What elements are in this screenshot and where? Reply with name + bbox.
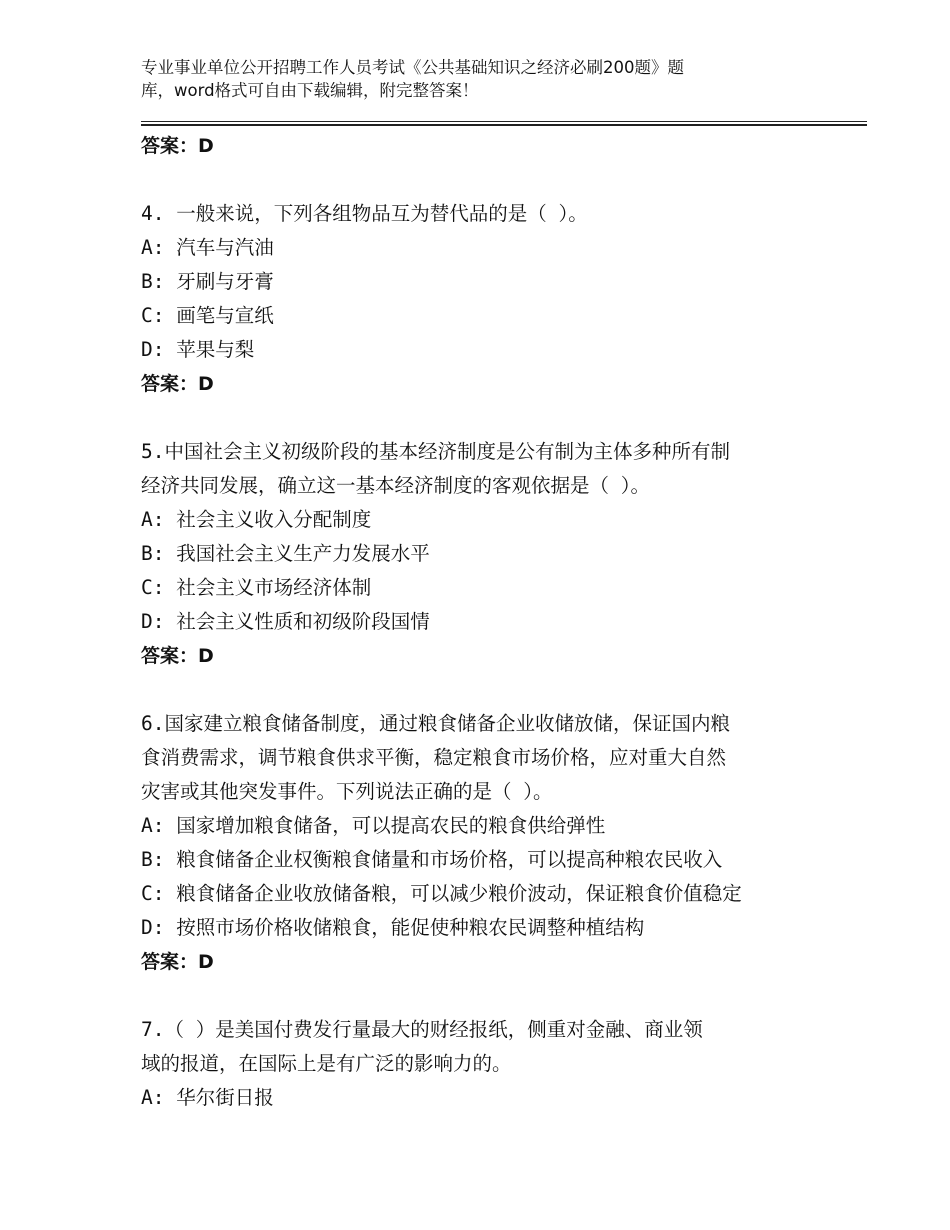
answer: 答案：D <box>141 645 214 667</box>
spacer <box>141 401 821 435</box>
spacer <box>141 979 821 1013</box>
option-b: B: 我国社会主义生产力发展水平 <box>141 542 430 565</box>
option-a: A: 华尔街日报 <box>141 1086 274 1109</box>
header-title-line-2: 库，word格式可自由下载编辑，附完整答案！ <box>141 81 479 100</box>
option-d: D: 苹果与梨 <box>141 338 255 361</box>
option-d: D: 按照市场价格收储粮食，能促使种粮农民调整种植结构 <box>141 916 645 939</box>
option-a: A: 汽车与汽油 <box>141 236 274 259</box>
answer: 答案：D <box>141 951 214 973</box>
question-stem-line-2: 域的报道，在国际上是有广泛的影响力的。 <box>141 1052 512 1075</box>
question-stem-line-2: 经济共同发展，确立这一基本经济制度的客观依据是（ ）。 <box>141 474 650 497</box>
option-b: B: 粮食储备企业权衡粮食储量和市场价格，可以提高种粮农民收入 <box>141 848 723 871</box>
question-stem-line-3: 灾害或其他突发事件。下列说法正确的是（ ）。 <box>141 780 553 803</box>
question-4 <box>141 197 821 401</box>
header-rule-thick <box>141 124 867 126</box>
option-b: B: 牙刷与牙膏 <box>141 270 274 293</box>
option-c: C: 粮食储备企业收放储备粮，可以减少粮价波动，保证粮食价值稳定 <box>141 882 742 905</box>
header-title-line-1: 专业事业单位公开招聘工作人员考试《公共基础知识之经济必刷200题》题 <box>141 58 684 77</box>
answer: 答案：D <box>141 373 214 395</box>
question-5 <box>141 435 821 673</box>
question-stem-line-1: 6.国家建立粮食储备制度，通过粮食储备企业收储放储，保证国内粮 <box>141 712 730 735</box>
question-stem: 4. 一般来说，下列各组物品互为替代品的是（ ）。 <box>141 202 588 225</box>
question-stem-line-1: 5.中国社会主义初级阶段的基本经济制度是公有制为主体多种所有制 <box>141 440 730 463</box>
question-7 <box>141 1013 821 1115</box>
option-a: A: 国家增加粮食储备，可以提高农民的粮食供给弹性 <box>141 814 606 837</box>
option-c: C: 画笔与宣纸 <box>141 304 274 327</box>
question-stem-line-1: 7.（ ）是美国付费发行量最大的财经报纸，侧重对金融、商业领 <box>141 1018 703 1041</box>
spacer <box>141 673 821 707</box>
question-stem-line-2: 食消费需求，调节粮食供求平衡，稳定粮食市场价格，应对重大自然 <box>141 746 727 769</box>
option-c: C: 社会主义市场经济体制 <box>141 576 372 599</box>
page-header <box>141 56 791 102</box>
header-rule-thin <box>141 121 867 122</box>
spacer <box>141 163 821 197</box>
question-6 <box>141 707 821 979</box>
document-body <box>141 129 821 1115</box>
option-a: A: 社会主义收入分配制度 <box>141 508 372 531</box>
option-d: D: 社会主义性质和初级阶段国情 <box>141 610 430 633</box>
previous-answer: 答案：D <box>141 135 214 157</box>
